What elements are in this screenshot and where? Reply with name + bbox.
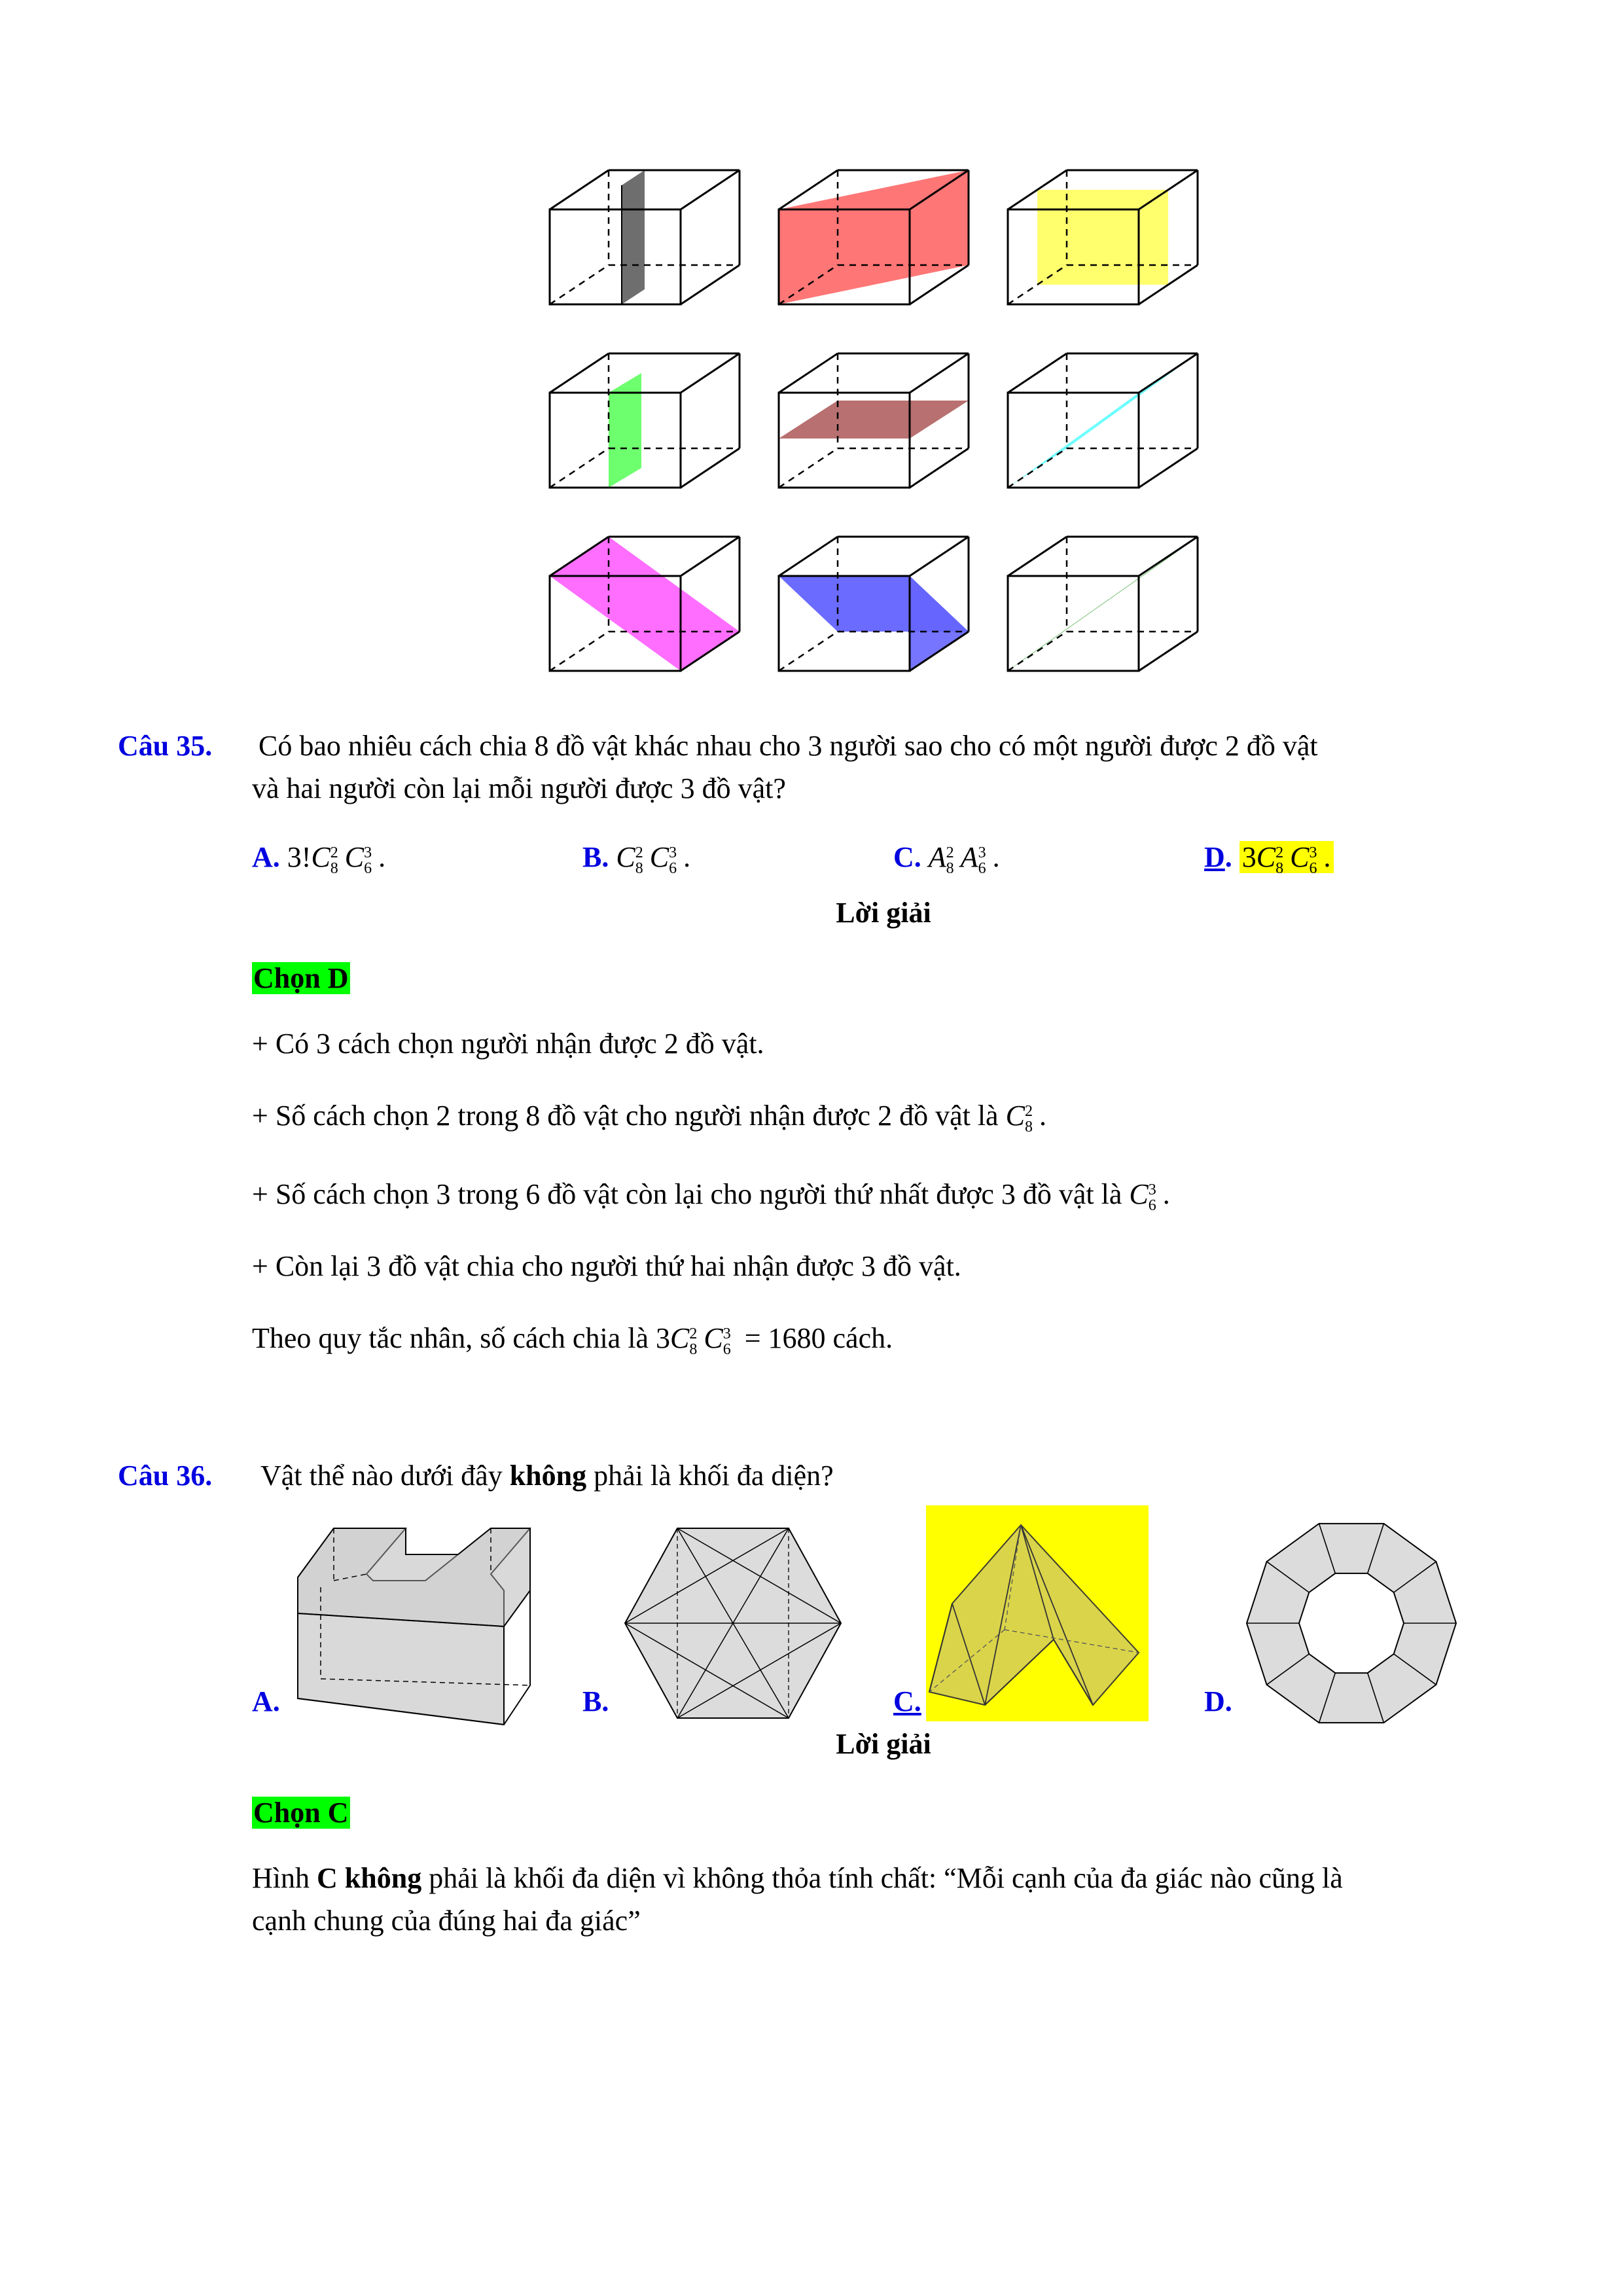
math-subsup: 2 8 bbox=[330, 844, 338, 877]
option-d-dot: . bbox=[1224, 841, 1232, 873]
folded-pyramid-figure bbox=[926, 1505, 1149, 1721]
math-dot: . bbox=[378, 841, 386, 873]
math-subsup: 2 8 bbox=[946, 844, 954, 877]
math-C: C bbox=[344, 841, 365, 873]
box-figure-3 bbox=[1008, 170, 1198, 304]
math-C: C bbox=[616, 841, 635, 873]
math-subsup: 3 6 bbox=[1148, 1181, 1156, 1214]
explanation-36-b: C không bbox=[317, 1862, 422, 1894]
question-36-text bbox=[260, 1456, 834, 1496]
question-36-label: Câu 36. bbox=[118, 1460, 213, 1492]
math-subsup: 2 8 bbox=[635, 844, 643, 877]
option-d-prefix: 3 bbox=[1241, 841, 1257, 873]
box-figure-6 bbox=[1008, 353, 1198, 488]
question-36-text-bold: không bbox=[509, 1460, 587, 1492]
step-35-3 bbox=[252, 1175, 1170, 1214]
step-35-5 bbox=[252, 1319, 893, 1358]
option-b[interactable] bbox=[582, 838, 690, 877]
option-d-answer-highlight bbox=[1240, 841, 1334, 877]
math-subsup: 3 6 bbox=[1309, 844, 1317, 877]
math-C: C bbox=[704, 1322, 723, 1354]
explanation-36-a: Hình bbox=[252, 1862, 310, 1894]
solution-title-36: Lời giải bbox=[836, 1728, 931, 1760]
math-subsup: 2 8 bbox=[1024, 1102, 1033, 1136]
math-dot: . bbox=[683, 841, 691, 873]
step-35-5-prefix: 3 bbox=[655, 1322, 670, 1354]
icosahedron-figure bbox=[622, 1525, 844, 1721]
math-C: C bbox=[311, 841, 330, 873]
option-d-label: D bbox=[1204, 841, 1225, 873]
math-C: C bbox=[1256, 841, 1276, 873]
math-subsup: 3 6 bbox=[364, 844, 372, 877]
u-shaped-solid-figure bbox=[294, 1522, 556, 1731]
option-a[interactable] bbox=[252, 838, 385, 877]
ring-polyhedron-figure bbox=[1240, 1515, 1463, 1731]
step-35-3-text: + Số cách chọn 3 trong 6 đồ vật còn lại cho người thứ nhất được 3 đồ vật là bbox=[252, 1178, 1122, 1210]
math-C: C bbox=[649, 841, 669, 873]
box-figure-9 bbox=[1008, 537, 1198, 671]
option-a-prefix: 3! bbox=[287, 841, 312, 873]
math-dot: . bbox=[1162, 1178, 1170, 1210]
math-C: C bbox=[1005, 1100, 1025, 1132]
box-figure-7 bbox=[550, 537, 740, 671]
option-d[interactable] bbox=[1204, 838, 1334, 877]
question-35 bbox=[118, 726, 212, 766]
step-35-1: + Có 3 cách chọn người nhận được 2 đồ vật. bbox=[252, 1028, 764, 1060]
option-c[interactable] bbox=[893, 838, 1000, 877]
step-35-5-equals: = 1680 bbox=[744, 1322, 826, 1354]
step-35-5-unit: cách. bbox=[832, 1322, 893, 1354]
solution-title-35: Lời giải bbox=[836, 897, 931, 929]
step-35-2-text: + Số cách chọn 2 trong 8 đồ vật cho người nhận được 2 đồ vật là bbox=[252, 1100, 999, 1132]
math-dot: . bbox=[992, 841, 1000, 873]
math-subsup: 3 6 bbox=[722, 1325, 731, 1358]
question-36-text-before: Vật thể nào dưới đây bbox=[260, 1460, 503, 1492]
box-figure-4 bbox=[550, 353, 740, 488]
option-36-d[interactable]: D. bbox=[1204, 1685, 1232, 1717]
choice-35-highlight: Chọn D bbox=[253, 962, 349, 994]
step-35-5-text: Theo quy tắc nhân, số cách chia là bbox=[252, 1322, 649, 1354]
math-subsup: 3 6 bbox=[978, 844, 986, 877]
math-dot: . bbox=[1039, 1100, 1046, 1132]
math-subsup: 3 6 bbox=[669, 844, 677, 877]
option-b-label: B. bbox=[582, 841, 609, 873]
box-figure-8 bbox=[779, 537, 969, 671]
question-35-label: Câu 35. bbox=[118, 730, 213, 762]
math-C: C bbox=[1129, 1178, 1149, 1210]
step-35-4: + Còn lại 3 đồ vật chia cho người thứ hai nhận được 3 đồ vật. bbox=[252, 1250, 961, 1282]
math-dot: . bbox=[1323, 841, 1331, 873]
question-35-text-line2: và hai người còn lại mỗi người được 3 đồ vật? bbox=[252, 772, 786, 804]
math-C: C bbox=[669, 1322, 690, 1354]
box-figure-5 bbox=[779, 353, 969, 488]
box-figure-2 bbox=[779, 170, 969, 304]
choice-35 bbox=[252, 959, 350, 998]
option-a-label: A. bbox=[252, 841, 280, 873]
step-35-2 bbox=[252, 1096, 1046, 1136]
option-c-label: C. bbox=[893, 841, 921, 873]
math-C: C bbox=[1290, 841, 1310, 873]
choice-36 bbox=[252, 1793, 350, 1833]
option-36-a[interactable]: A. bbox=[252, 1685, 280, 1717]
math-subsup: 2 8 bbox=[689, 1325, 698, 1358]
explanation-36-c: phải là khối đa diện vì không thỏa tính chất: “Mỗi cạnh của đa giác nào cũng là bbox=[429, 1862, 1343, 1894]
option-36-b[interactable]: B. bbox=[582, 1685, 609, 1717]
choice-36-highlight: Chọn C bbox=[253, 1797, 349, 1829]
question-36 bbox=[118, 1456, 212, 1496]
option-36-c[interactable]: C. bbox=[893, 1685, 921, 1717]
question-35-text-line1: Có bao nhiêu cách chia 8 đồ vật khác nhau cho 3 người sao cho có một người được 2 đồ vật bbox=[259, 730, 1318, 762]
math-A: A bbox=[960, 841, 978, 873]
box-section-figures bbox=[537, 164, 1230, 687]
math-subsup: 2 8 bbox=[1275, 844, 1284, 877]
explanation-36-line1 bbox=[252, 1859, 1343, 1898]
question-36-text-after: phải là khối đa diện? bbox=[594, 1460, 834, 1492]
box-figure-1 bbox=[550, 170, 740, 304]
explanation-36-line2: cạnh chung của đúng hai đa giác” bbox=[252, 1905, 641, 1937]
math-A: A bbox=[928, 841, 946, 873]
